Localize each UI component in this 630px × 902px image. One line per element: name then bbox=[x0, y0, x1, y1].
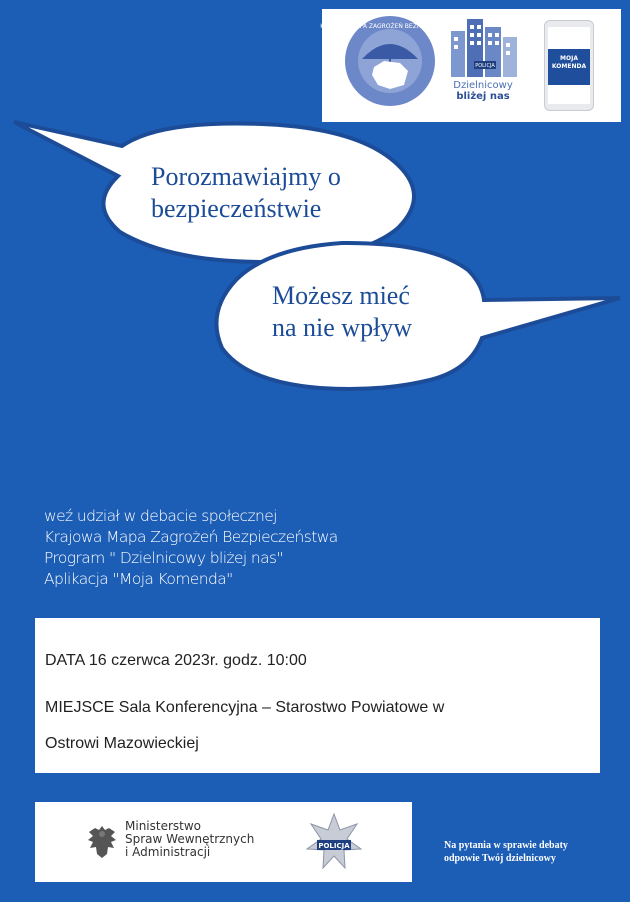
bubble-2-text bbox=[272, 280, 472, 344]
dzielnicowy-badge-text: POLICJA bbox=[475, 63, 495, 69]
contact-line2: odpowie Twój dzielnicowy bbox=[444, 853, 556, 864]
dzielnicowy-line2: bliżej nas bbox=[456, 91, 510, 102]
debate-info bbox=[44, 506, 338, 590]
bubble-2-line2: na nie wpływ bbox=[272, 313, 413, 342]
policja-star-icon bbox=[305, 812, 363, 872]
bubble-1-line1: Porozmawiajmy o bbox=[151, 162, 341, 191]
bubble-2-line1: Możesz mieć bbox=[272, 281, 410, 310]
event-date: DATA 16 czerwca 2023r. godz. 10:00 bbox=[45, 652, 307, 669]
dzielnicowy-line1: Dzielnicowy bbox=[453, 80, 513, 91]
contact-line1: Na pytania w sprawie debaty bbox=[444, 840, 568, 851]
eagle-emblem-icon bbox=[85, 822, 119, 862]
moja-komenda-line1: MOJA bbox=[560, 55, 578, 62]
bubble-1-text bbox=[151, 161, 391, 225]
bottom-logos-panel bbox=[35, 802, 412, 882]
event-details-panel bbox=[35, 618, 600, 773]
bubble-1-line2: bezpieczeństwie bbox=[151, 194, 322, 223]
moja-komenda-line2: KOMENDA bbox=[551, 63, 587, 70]
info-line3: Program " Dzielnicowy bliżej nas" bbox=[44, 549, 284, 567]
mswia-line2: Spraw Wewnętrznych bbox=[125, 832, 255, 846]
mswia-logo-text bbox=[125, 820, 254, 859]
info-line2: Krajowa Mapa Zagrożeń Bezpieczeństwa bbox=[44, 528, 338, 546]
info-line1: weź udział w debacie społecznej bbox=[44, 507, 277, 525]
mswia-line1: Ministerstwo bbox=[125, 819, 202, 833]
kmzb-ring-text: KRAJOWA MAPA ZAGROŻEŃ BEZPIECZEŃSTWA bbox=[320, 23, 460, 30]
event-place-line1: MIEJSCE Sala Konferencyjna – Starostwo Powiatowe w bbox=[45, 699, 445, 716]
policja-badge-text: POLICJA bbox=[318, 842, 350, 850]
contact-note bbox=[444, 839, 594, 865]
info-line4: Aplikacja "Moja Komenda" bbox=[44, 570, 233, 588]
event-place-line2: Ostrowi Mazowieckiej bbox=[45, 735, 199, 752]
mswia-line3: i Administracji bbox=[125, 845, 211, 859]
